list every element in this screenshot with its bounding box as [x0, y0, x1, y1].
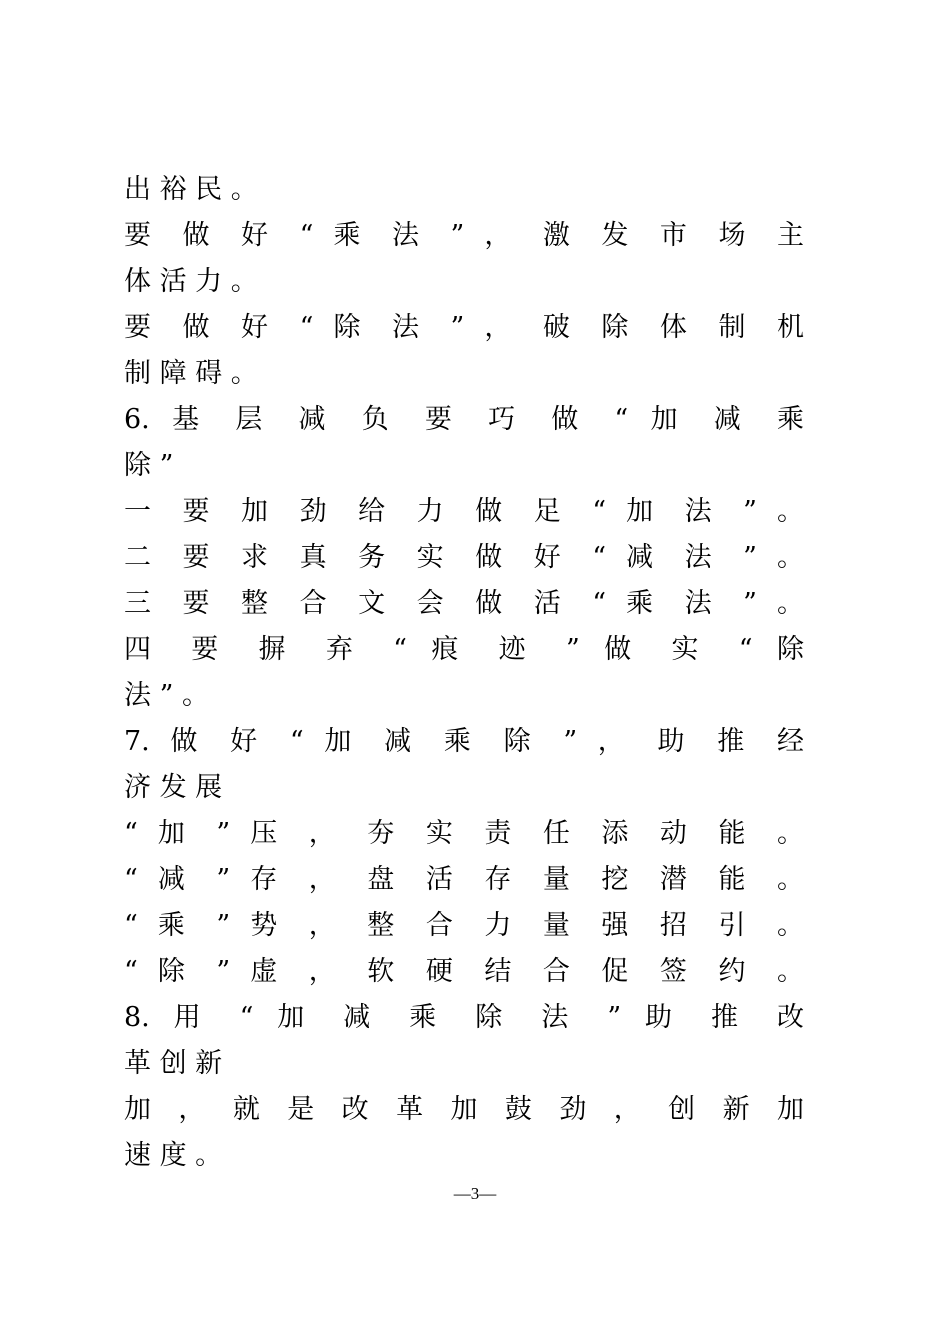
text-line: 要 做 好 “ 乘 法 ” ， 激 发 市 场 主: [124, 220, 804, 251]
text-line: 一 要 加 劲 给 力 做 足 “ 加 法 ” 。: [124, 496, 804, 527]
text-line: 7. 做 好 “ 加 减 乘 除 ” ， 助 推 经: [124, 726, 804, 757]
text-line: “ 加 ” 压 ， 夯 实 责 任 添 动 能 。: [124, 818, 804, 849]
text-line: 济 发 展: [124, 772, 223, 803]
text-line: “ 乘 ” 势 ， 整 合 力 量 强 招 引 。: [124, 910, 804, 941]
text-line: 8. 用 “ 加 减 乘 除 法 ” 助 推 改: [124, 1002, 804, 1033]
text-line: 体 活 力 。: [124, 266, 258, 297]
text-line: 6. 基 层 减 负 要 巧 做 “ 加 减 乘: [124, 404, 804, 435]
text-line: 三 要 整 合 文 会 做 活 “ 乘 法 ” 。: [124, 588, 804, 619]
text-line: “ 减 ” 存 ， 盘 活 存 量 挖 潜 能 。: [124, 864, 804, 895]
text-line: 要 做 好 “ 除 法 ” ， 破 除 体 制 机: [124, 312, 804, 343]
text-line: 除 ”: [124, 450, 174, 481]
text-line: 二 要 求 真 务 实 做 好 “ 减 法 ” 。: [124, 542, 804, 573]
text-line: 出 裕 民 。: [124, 174, 258, 205]
text-line: 四 要 摒 弃 “ 痕 迹 ” 做 实 “ 除: [124, 634, 804, 665]
text-line: 制 障 碍 。: [124, 358, 258, 389]
text-line: “ 除 ” 虚 ， 软 硬 结 合 促 签 约 。: [124, 956, 804, 987]
text-line: 革 创 新: [124, 1048, 223, 1079]
text-line: 法 ” 。: [124, 680, 209, 711]
document-body: [124, 170, 804, 1182]
page-number: —3—: [453, 1184, 497, 1203]
text-line: 加 ， 就 是 改 革 加 鼓 劲 ， 创 新 加: [124, 1094, 804, 1125]
text-line: 速 度 。: [124, 1140, 223, 1171]
